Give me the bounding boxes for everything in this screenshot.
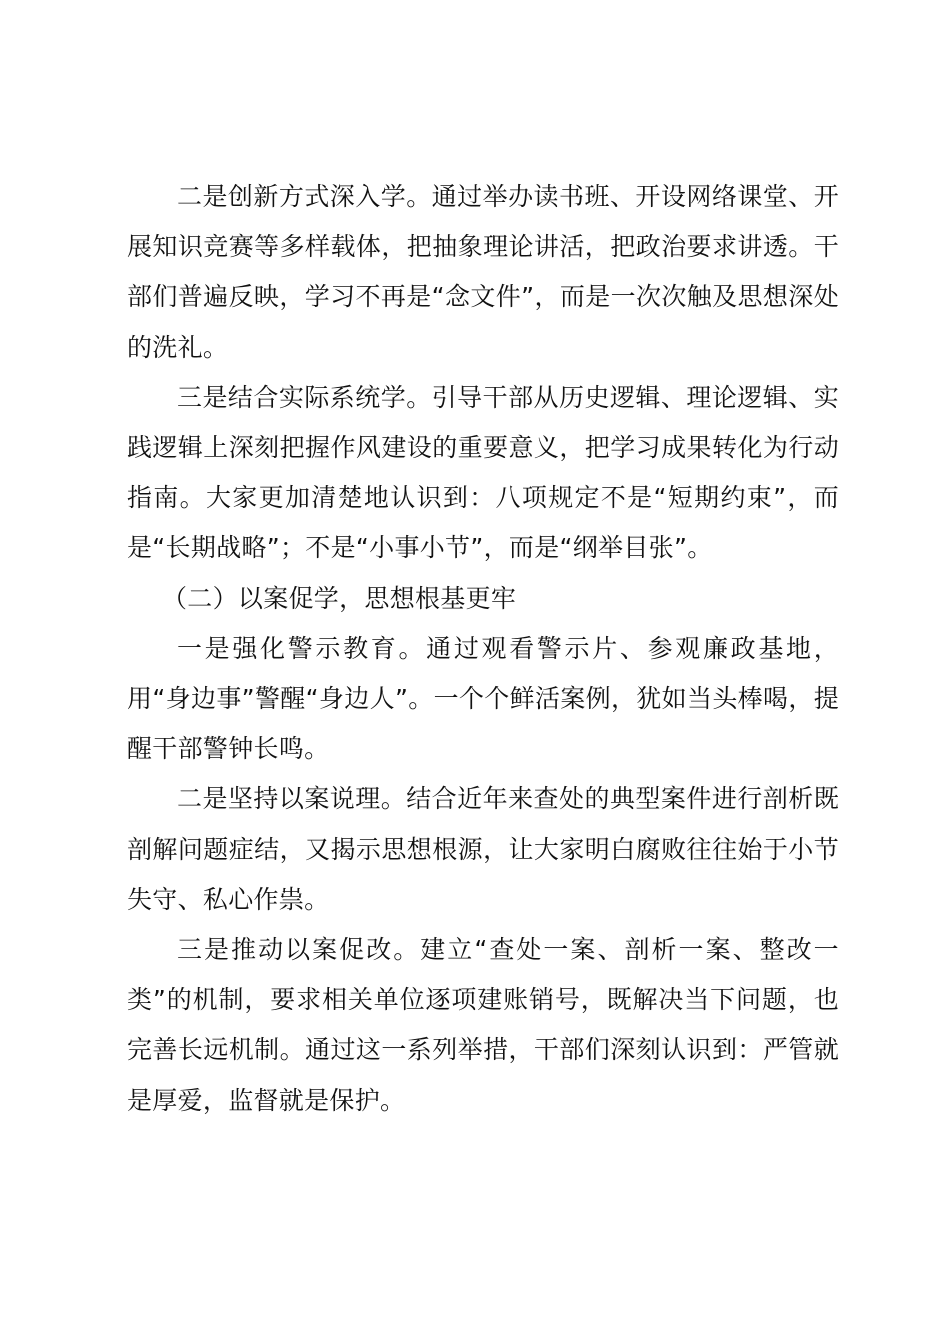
paragraph-case-rectification: 三是推动以案促改。建立“查处一案、剖析一案、整改一类”的机制，要求相关单位逐项建账销号，既解决当下问题，也完善长远机制。通过这一系列举措，干部们深刻认识到：严管就是厚爱，监督就是保护。 bbox=[127, 935, 839, 1115]
paragraph-innovative-study: 二是创新方式深入学。通过举办读书班、开设网络课堂、开展知识竞赛等多样载体，把抽象理论讲活，把政治要求讲透。干部们普遍反映，学习不再是“念文件”，而是一次次触及思想深处的洗礼。 bbox=[127, 182, 839, 362]
paragraph-warning-education: 一是强化警示教育。通过观看警示片、参观廉政基地，用“身边事”警醒“身边人”。一个个鲜活案例，犹如当头棒喝，提醒干部警钟长鸣。 bbox=[127, 633, 839, 764]
document-body bbox=[127, 172, 839, 1126]
paragraph-systematic-study: 三是结合实际系统学。引导干部从历史逻辑、理论逻辑、实践逻辑上深刻把握作风建设的重要意义，把学习成果转化为行动指南。大家更加清楚地认识到：八项规定不是“短期约束”，而是“长期战略”；不是“小事小节”，而是“纲举目张”。 bbox=[127, 382, 839, 563]
paragraph-case-reasoning: 二是坚持以案说理。结合近年来查处的典型案件进行剖析既剖解问题症结，又揭示思想根源，让大家明白腐败往往始于小节失守、私心作祟。 bbox=[127, 784, 839, 914]
section-heading: （二）以案促学，思想根基更牢 bbox=[162, 583, 517, 613]
